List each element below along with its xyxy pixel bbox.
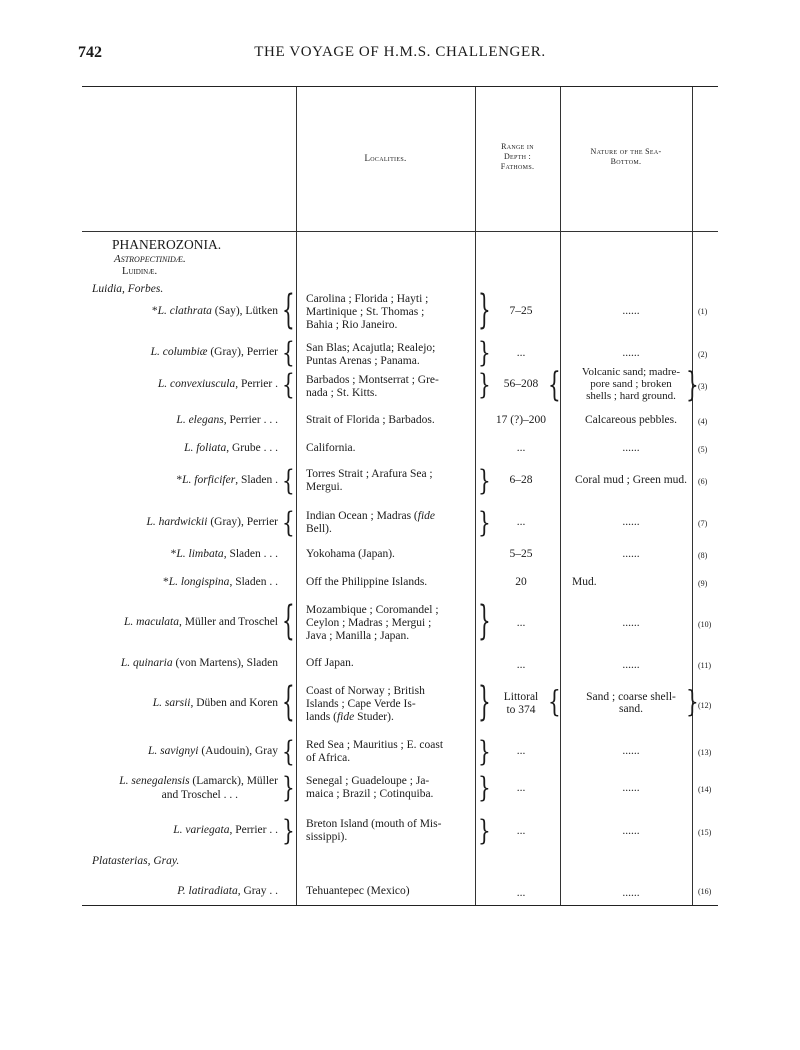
order-heading: PHANEROZONIA.	[112, 237, 222, 252]
locality-line: of Africa.	[306, 752, 351, 764]
reference-number: (7)	[698, 519, 708, 528]
sea-bottom-line: shells ; hard ground.	[586, 390, 676, 402]
col-head-depth	[475, 142, 560, 172]
locality-line: Carolina ; Florida ; Hayti ;	[306, 293, 429, 305]
reference-number: (16)	[698, 887, 712, 896]
binomial: L. clathrata	[157, 305, 212, 317]
depth: 17 (?)–200	[495, 414, 547, 426]
column-rule	[296, 87, 297, 905]
brace: {	[282, 677, 295, 725]
locality-line: Indian Ocean ; Madras (fide	[306, 510, 436, 522]
sea-bottom: ......	[622, 745, 640, 757]
species-name: *L. longispina, Sladen . .	[162, 576, 278, 588]
sea-bottom-line: sand.	[619, 703, 643, 715]
sea-bottom: ......	[622, 825, 640, 837]
reference-number: (11)	[698, 661, 712, 670]
depth: 20	[515, 576, 527, 588]
locality	[306, 374, 474, 400]
locality-line: California.	[306, 442, 356, 454]
locality-line: Ceylon ; Madras ; Mergui ;	[306, 617, 432, 629]
sea-bottom: ......	[622, 305, 640, 317]
species-name: *L. limbata, Sladen . . .	[170, 548, 278, 560]
locality	[306, 293, 474, 332]
header-rule	[82, 231, 718, 232]
depth: 6–28	[509, 474, 533, 486]
column-rule	[475, 87, 476, 905]
locality-line: Red Sea ; Mauritius ; E. coast	[306, 739, 444, 751]
species-name: L. hardwickii (Gray), Perrier	[146, 516, 278, 528]
reference-number: (10)	[698, 620, 712, 629]
locality-line: Mozambique ; Coromandel ;	[306, 604, 439, 616]
binomial: P. latiradiata	[177, 885, 238, 897]
depth-line: to 374	[506, 704, 536, 716]
brace: {	[548, 683, 561, 719]
sea-bottom: ......	[622, 442, 640, 454]
binomial: L. forficifer	[182, 474, 236, 486]
locality	[306, 885, 474, 898]
sea-bottom: ......	[622, 548, 640, 560]
species-name: L. columbiæ (Gray), Perrier	[150, 346, 278, 358]
brace: }	[686, 363, 699, 405]
brace: }	[478, 677, 491, 725]
sea-bottom: ......	[622, 516, 640, 528]
species-name-continued: and Troschel . . .	[161, 789, 238, 801]
binomial: L. hardwickii	[146, 516, 208, 528]
col-head-localities: Localities.	[364, 153, 407, 163]
brace: }	[478, 285, 491, 333]
locality-line: lands (fide Studer).	[306, 711, 394, 723]
species-name: L. quinaria (von Martens), Sladen	[120, 657, 278, 669]
brace: {	[282, 596, 295, 644]
depth: ...	[516, 516, 526, 528]
col-head-bottom-line: Nature of the Sea-	[590, 147, 662, 156]
brace: }	[478, 505, 491, 539]
family-heading: Astropectinidæ.	[114, 253, 186, 265]
sea-bottom: ......	[622, 782, 640, 794]
genus-heading: Platasterias, Gray.	[92, 855, 180, 867]
depth: 5–25	[509, 548, 533, 560]
col-head-bottom-line: Bottom.	[610, 157, 642, 166]
sea-bottom	[566, 366, 696, 402]
locality	[306, 775, 474, 801]
locality-line: Senegal ; Guadeloupe ; Ja-	[306, 775, 430, 787]
binomial: L. convexiuscula	[157, 378, 236, 390]
brace: }	[478, 813, 491, 847]
reference-number: (8)	[698, 551, 708, 560]
binomial: L. variegata	[173, 824, 230, 836]
binomial: L. maculata	[124, 616, 179, 628]
depth: 7–25	[509, 305, 533, 317]
binomial: L. longispina	[168, 576, 230, 588]
reference-number: (9)	[698, 579, 708, 588]
depth: ...	[516, 659, 526, 671]
sea-bottom-line: Sand ; coarse shell-	[586, 691, 676, 703]
brace: {	[548, 363, 561, 405]
running-head: THE VOYAGE OF H.M.S. CHALLENGER.	[254, 44, 546, 60]
species-name: P. latiradiata, Gray . .	[177, 885, 278, 897]
locality	[306, 342, 474, 368]
binomial: L. elegans	[176, 414, 224, 426]
sea-bottom: Coral mud ; Green mud.	[574, 474, 688, 486]
sea-bottom-line: pore sand ; broken	[590, 378, 672, 390]
brace: {	[282, 367, 295, 401]
brace: }	[282, 770, 295, 804]
depth: ...	[516, 617, 526, 629]
locality	[306, 414, 474, 427]
species-name: L. senegalensis (Lamarck), Müller	[119, 775, 278, 787]
depth: ...	[516, 442, 526, 454]
depth: ...	[516, 887, 526, 899]
locality	[306, 818, 474, 844]
depth: ...	[516, 347, 526, 359]
reference-number: (4)	[698, 417, 708, 426]
species-table	[82, 86, 718, 906]
locality-line: Tehuantepec (Mexico)	[306, 885, 410, 897]
locality-line: Puntas Arenas ; Panama.	[306, 355, 420, 367]
depth: ...	[516, 745, 526, 757]
locality-line: Torres Strait ; Arafura Sea ;	[306, 468, 433, 480]
brace: }	[478, 463, 491, 497]
binomial: L. quinaria	[120, 657, 173, 669]
brace: }	[478, 734, 491, 768]
fide-word: fide	[417, 510, 436, 522]
reference-number: (3)	[698, 382, 708, 391]
species-name: *L. forficifer, Sladen .	[176, 474, 278, 486]
brace: }	[478, 770, 491, 804]
depth: ...	[516, 782, 526, 794]
sea-bottom: Mud.	[572, 576, 597, 588]
locality	[306, 576, 474, 589]
binomial: L. limbata	[176, 548, 224, 560]
locality-line: Yokohama (Japan).	[306, 548, 395, 560]
sea-bottom: ......	[622, 347, 640, 359]
locality	[306, 510, 474, 536]
species-name: L. elegans, Perrier . . .	[176, 414, 278, 426]
page-number: 742	[78, 44, 102, 61]
brace: }	[686, 683, 699, 719]
reference-number: (15)	[698, 828, 712, 837]
depth-line: Littoral	[503, 691, 539, 703]
reference-number: (14)	[698, 785, 712, 794]
sea-bottom: ......	[622, 659, 640, 671]
locality	[306, 739, 474, 765]
species-name: L. foliata, Grube . . .	[184, 442, 278, 454]
locality-line: Islands ; Cape Verde Is-	[306, 698, 416, 710]
brace: {	[282, 505, 295, 539]
locality-line: San Blas; Acajutla; Realejo;	[306, 342, 436, 354]
locality	[306, 657, 474, 670]
brace: }	[478, 335, 491, 369]
col-head-depth-line: Range in	[501, 142, 534, 151]
genus-heading: Luidia, Forbes.	[92, 283, 164, 295]
locality-line: nada ; St. Kitts.	[306, 387, 378, 399]
brace: {	[282, 463, 295, 497]
locality	[306, 468, 474, 494]
col-head-bottom	[560, 147, 692, 167]
reference-number: (13)	[698, 748, 712, 757]
binomial: L. sarsii	[152, 697, 191, 709]
sea-bottom	[566, 691, 696, 715]
species-name: *L. clathrata (Say), Lütken	[151, 305, 278, 317]
reference-number: (12)	[698, 701, 712, 710]
depth: 56–208	[503, 378, 539, 390]
reference-number: (1)	[698, 307, 708, 316]
locality	[306, 442, 474, 455]
locality-line: Off the Philippine Islands.	[306, 576, 428, 588]
binomial: L. columbiæ	[150, 346, 208, 358]
locality-line: maica ; Brazil ; Cotinquiba.	[306, 788, 434, 800]
reference-number: (6)	[698, 477, 708, 486]
locality-line: Bahia ; Rio Janeiro.	[306, 319, 398, 331]
locality	[306, 548, 474, 561]
sea-bottom: ......	[622, 617, 640, 629]
locality-line: Java ; Manilla ; Japan.	[306, 630, 410, 642]
subfamily-heading: Luidinæ.	[122, 266, 158, 277]
locality-line: Bell).	[306, 523, 332, 535]
brace: }	[282, 813, 295, 847]
locality-line: Strait of Florida ; Barbados.	[306, 414, 435, 426]
brace: {	[282, 734, 295, 768]
binomial: L. foliata	[184, 442, 227, 454]
depth: ...	[516, 825, 526, 837]
sea-bottom: Calcareous pebbles.	[585, 414, 677, 426]
locality-line: Barbados ; Montserrat ; Gre-	[306, 374, 439, 386]
reference-number: (2)	[698, 350, 708, 359]
sea-bottom: ......	[622, 887, 640, 899]
species-name: L. sarsii, Düben and Koren	[152, 697, 278, 709]
species-name: L. maculata, Müller and Troschel	[124, 616, 278, 628]
reference-number: (5)	[698, 445, 708, 454]
species-name: L. savignyi (Audouin), Gray	[147, 745, 278, 757]
species-name: L. convexiuscula, Perrier .	[157, 378, 278, 390]
locality-line: Coast of Norway ; British	[306, 685, 425, 697]
col-head-depth-line: Fathoms.	[500, 162, 535, 171]
locality	[306, 604, 474, 643]
locality-line: Mergui.	[306, 481, 343, 493]
locality-line: Martinique ; St. Thomas ;	[306, 306, 425, 318]
species-name: L. variegata, Perrier . .	[173, 824, 278, 836]
locality-line: Off Japan.	[306, 657, 354, 669]
binomial: L. senegalensis	[119, 775, 190, 787]
brace: {	[282, 335, 295, 369]
locality-line: Breton Island (mouth of Mis-	[306, 818, 442, 830]
locality-line: sissippi).	[306, 831, 348, 843]
sea-bottom-line: Volcanic sand; madre-	[581, 366, 681, 378]
locality	[306, 685, 474, 724]
brace: }	[478, 367, 491, 401]
binomial: L. savignyi	[147, 745, 199, 757]
fide-word: fide	[336, 711, 355, 723]
brace: }	[478, 596, 491, 644]
brace: {	[282, 285, 295, 333]
col-head-depth-line: Depth :	[503, 152, 532, 161]
